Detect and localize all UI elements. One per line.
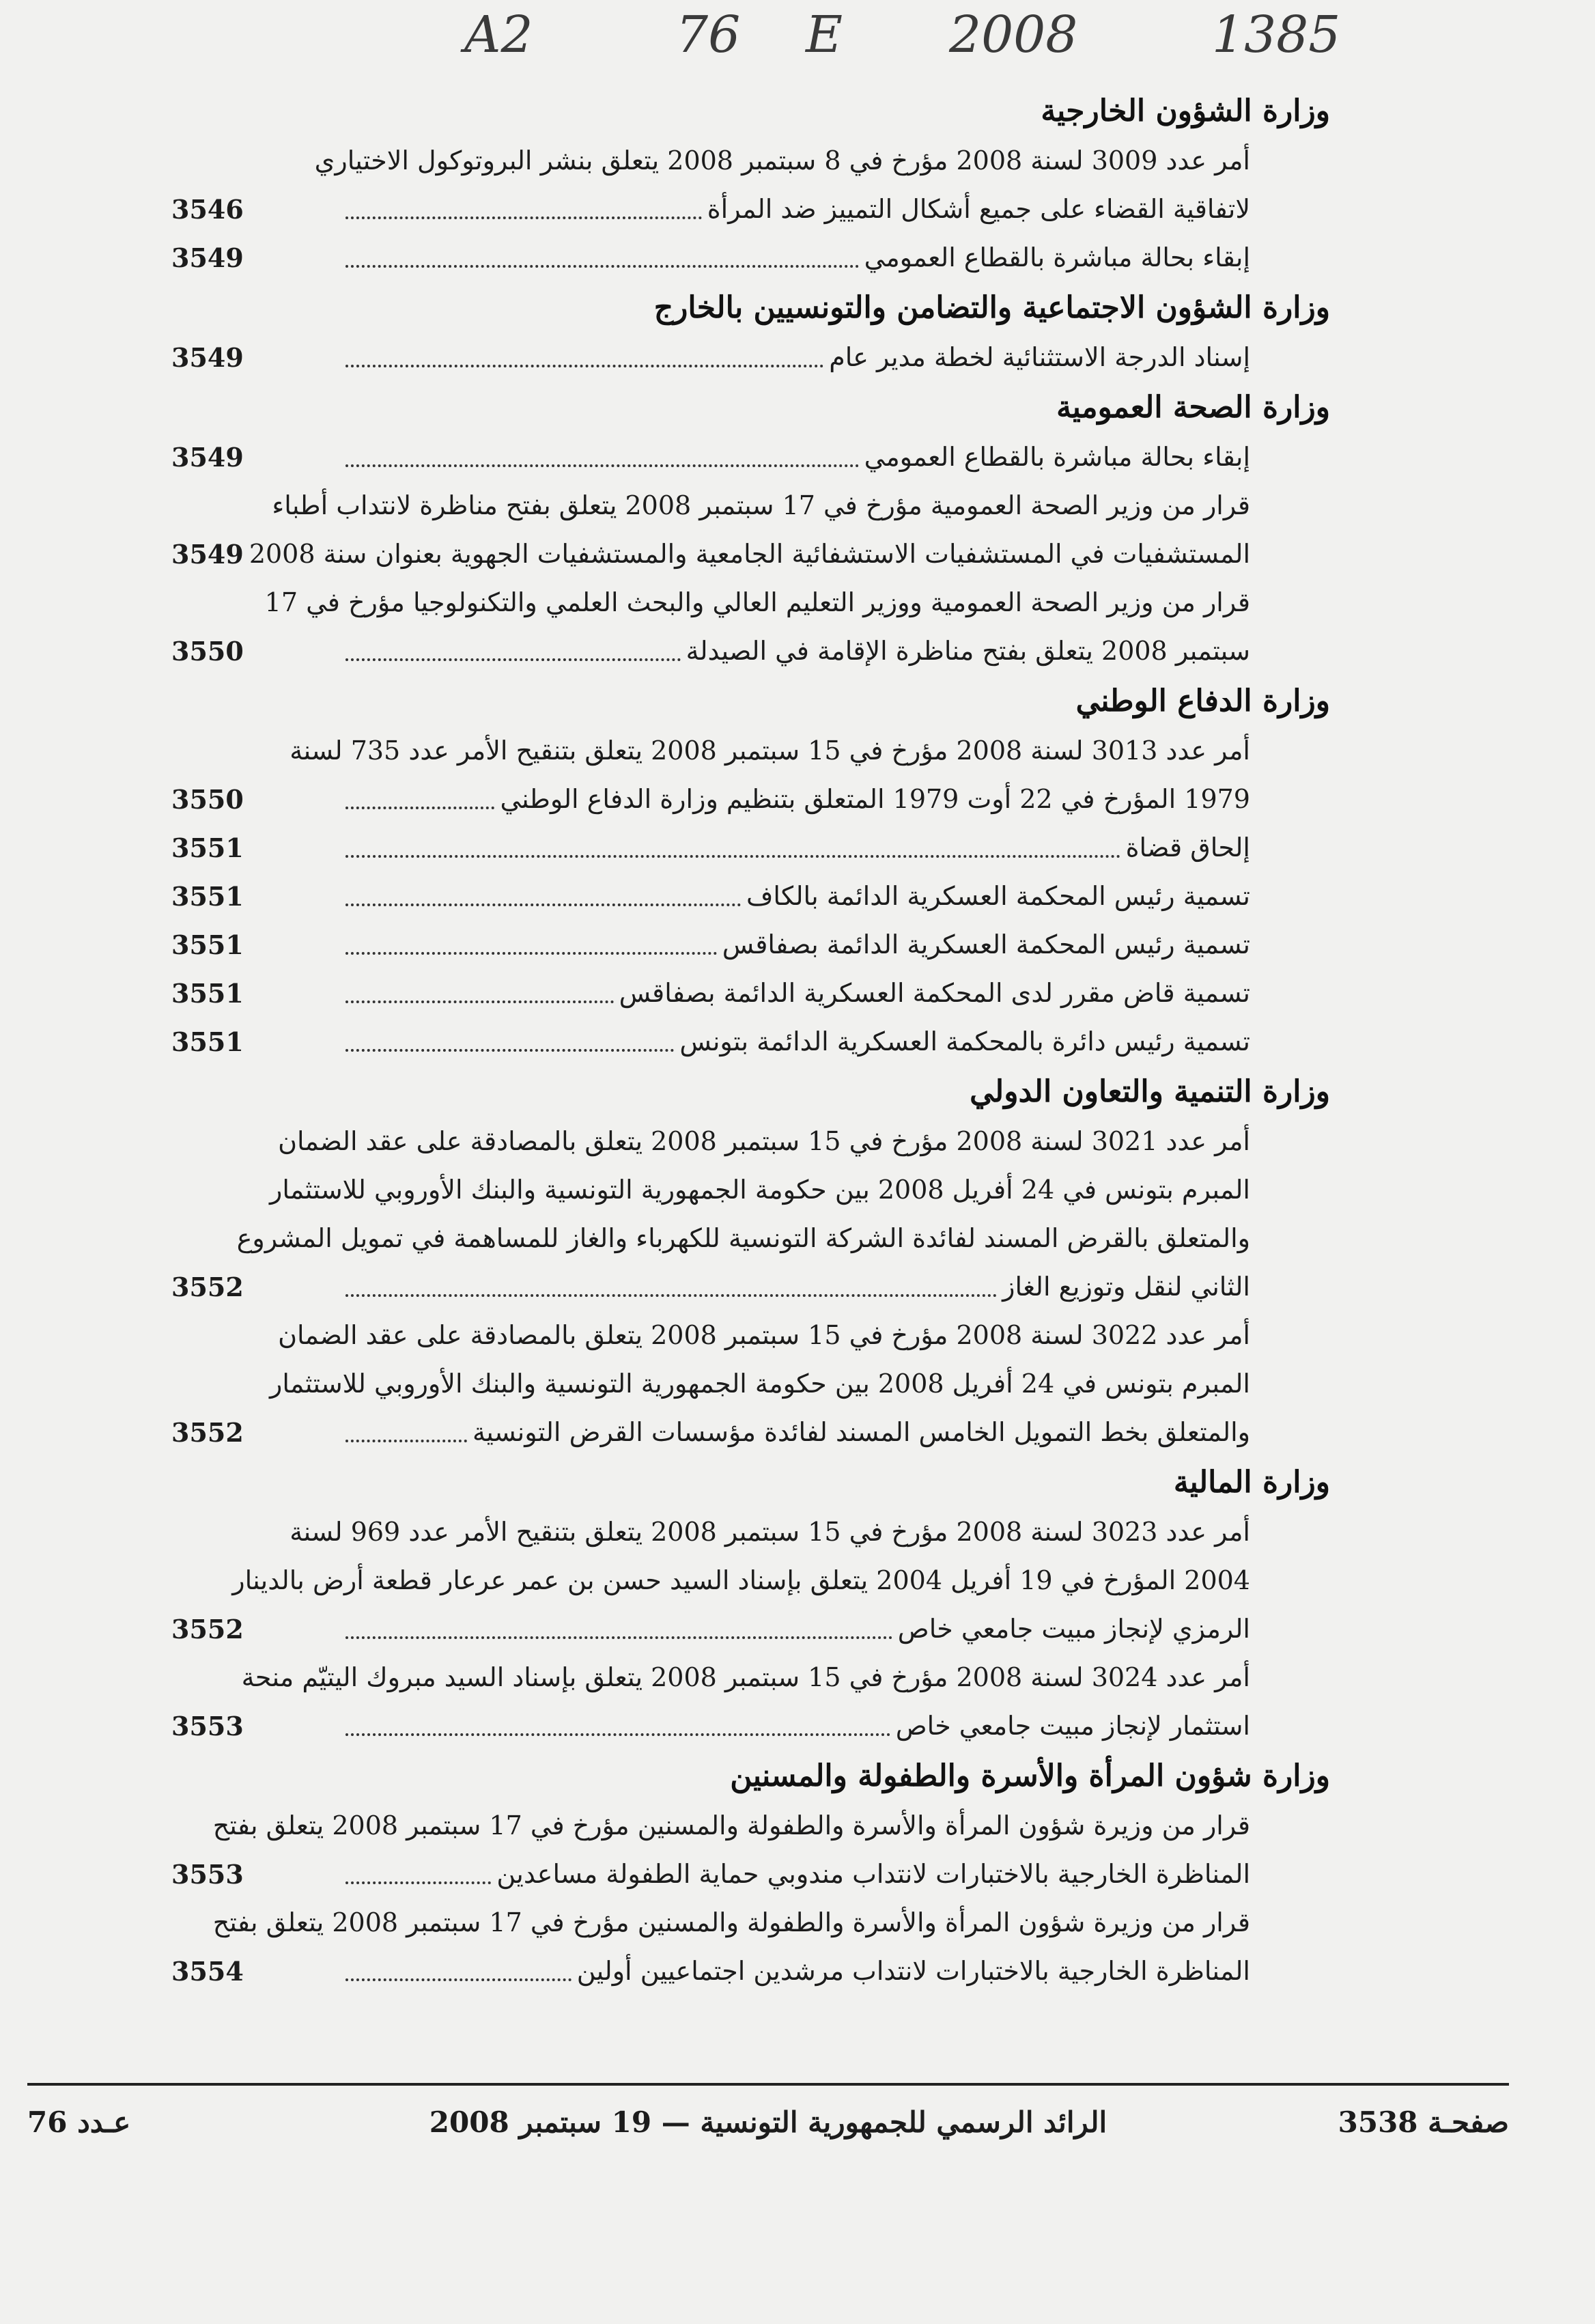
entry-text: تسمية رئيس دائرة بالمحكمة العسكرية الدائمة بتونس (679, 1026, 1250, 1056)
entry-text: سبتمبر 2008 يتعلق بفتح مناظرة الإقامة في الصيدلة (686, 636, 1250, 666)
entry-page-number: 3550 (171, 784, 244, 815)
dot-leader (345, 1733, 890, 1736)
handwritten-annotation (410, 5, 1434, 81)
ministry-heading: وزارة الشؤون الخارجية (1041, 94, 1330, 128)
ministry-heading: وزارة المالية (1173, 1465, 1330, 1500)
dot-leader (345, 855, 1120, 858)
entry-text: إبقاء بحالة مباشرة بالقطاع العمومي (864, 442, 1250, 472)
entry-text: إلحاق قضاة (1125, 832, 1250, 863)
entry-last-line (345, 333, 1250, 382)
handwritten-year: 2008 (949, 5, 1078, 64)
entry-page-number: 3552 (171, 1272, 244, 1302)
ministry-section (0, 382, 1595, 675)
entry-page-number: 3551 (171, 978, 244, 1009)
ministry-section (0, 1750, 1595, 1996)
entry-last-line (345, 1018, 1250, 1066)
page-footer (27, 2102, 1509, 2157)
dot-leader (345, 1881, 491, 1884)
ministry-section (0, 1066, 1595, 1457)
entry-text: إسناد الدرجة الاستثنائية لخطة مدير عام (829, 342, 1250, 372)
toc-entry (171, 969, 1250, 1018)
dot-leader (345, 1440, 467, 1442)
entry-last-line (345, 185, 1250, 234)
ministry-heading: وزارة الدفاع الوطني (1075, 684, 1330, 718)
ministry-section (0, 675, 1595, 1066)
entry-page-number: 3552 (171, 1614, 244, 1644)
footer-divider (27, 2083, 1509, 2086)
dot-leader (345, 265, 859, 268)
entry-text: 2004 المؤرخ في 19 أفريل 2004 يتعلق بإسناد السيد حسن بن عمر عرعار قطعة أرض بالدينار (232, 1565, 1250, 1595)
toc-entry (171, 1653, 1250, 1750)
dot-leader (345, 1978, 571, 1981)
entry-last-line (345, 1263, 1250, 1311)
entry-page-number: 3553 (171, 1711, 244, 1741)
entry-text: لاتفاقية القضاء على جميع أشكال التمييز ضد المرأة (707, 194, 1250, 224)
dot-leader (345, 1049, 674, 1052)
toc-entry (171, 824, 1250, 872)
toc-entry (171, 234, 1250, 282)
entry-last-line (345, 1947, 1250, 1996)
table-of-contents (0, 85, 1595, 1996)
handwritten-letter: E (806, 5, 843, 64)
ministry-heading: وزارة الصحة العمومية (1056, 390, 1330, 425)
toc-entry (171, 1802, 1250, 1899)
dot-leader (345, 952, 717, 955)
entry-last-line (345, 627, 1250, 675)
entry-last-line (345, 824, 1250, 872)
toc-entry (171, 1311, 1250, 1457)
entry-page-number: 3552 (171, 1417, 244, 1448)
entry-text: تسمية رئيس المحكمة العسكرية الدائمة بصفاقس (722, 929, 1250, 960)
entry-page-number: 3551 (171, 881, 244, 912)
entry-page-number: 3551 (171, 832, 244, 863)
ministry-heading: وزارة التنمية والتعاون الدولي (970, 1074, 1330, 1109)
entry-page-number: 3554 (171, 1956, 244, 1987)
footer-publication: الرائد الرسمي للجمهورية التونسية — 19 سبتمبر 2008 (429, 2105, 1107, 2139)
toc-entry (171, 481, 1250, 578)
entry-last-line (345, 1702, 1250, 1750)
entry-text: أمر عدد 3022 لسنة 2008 مؤرخ في 15 سبتمبر 2008 يتعلق بالمصادقة على عقد الضمان (278, 1320, 1250, 1350)
entry-page-number: 3549 (171, 342, 244, 373)
toc-entry (171, 727, 1250, 824)
toc-entry (171, 433, 1250, 481)
handwritten-number: 1385 (1212, 5, 1341, 64)
entry-last-line (345, 1605, 1250, 1653)
entry-text: المبرم بتونس في 24 أفريل 2008 بين حكومة الجمهورية التونسية والبنك الأوروبي للاستثمار (269, 1369, 1250, 1399)
entry-text: استثمار لإنجاز مبيت جامعي خاص (895, 1711, 1250, 1741)
toc-entry (171, 1899, 1250, 1996)
entry-text: أمر عدد 3021 لسنة 2008 مؤرخ في 15 سبتمبر 2008 يتعلق بالمصادقة على عقد الضمان (278, 1126, 1250, 1156)
toc-entry (171, 921, 1250, 969)
entry-text: 1979 المؤرخ في 22 أوت 1979 المتعلق بتنظيم وزارة الدفاع الوطني (500, 784, 1250, 814)
ministry-heading: وزارة الشؤون الاجتماعية والتضامن والتونسيين بالخارج (653, 290, 1330, 325)
entry-last-line (249, 530, 1250, 578)
dot-leader (345, 365, 823, 367)
entry-last-line (345, 872, 1250, 921)
entry-text: الثاني لنقل وتوزيع الغاز (1002, 1272, 1250, 1302)
dot-leader (345, 904, 741, 906)
entry-text: قرار من وزير الصحة العمومية ووزير التعليم العالي والبحث العلمي والتكنولوجيا مؤرخ في 17 (264, 587, 1250, 617)
entry-page-number: 3549 (171, 539, 244, 570)
dot-leader (345, 464, 859, 467)
entry-text: المبرم بتونس في 24 أفريل 2008 بين حكومة الجمهورية التونسية والبنك الأوروبي للاستثمار (269, 1175, 1250, 1205)
entry-last-line (345, 921, 1250, 969)
dot-leader (345, 658, 681, 661)
ministry-section (0, 85, 1595, 282)
entry-last-line (345, 1408, 1250, 1457)
entry-text: تسمية رئيس المحكمة العسكرية الدائمة بالكاف (746, 881, 1250, 911)
ministry-heading: وزارة شؤون المرأة والأسرة والطفولة والمسنين (730, 1759, 1330, 1793)
entry-page-number: 3550 (171, 636, 244, 667)
toc-entry (171, 578, 1250, 675)
toc-entry (171, 1508, 1250, 1653)
entry-text: قرار من وزيرة شؤون المرأة والأسرة والطفولة والمسنين مؤرخ في 17 سبتمبر 2008 يتعلق بفتح (212, 1810, 1250, 1840)
entry-text: المناظرة الخارجية بالاختبارات لانتداب مندوبي حماية الطفولة مساعدين (496, 1859, 1250, 1889)
entry-page-number: 3551 (171, 1026, 244, 1057)
dot-leader (345, 807, 494, 809)
entry-page-number: 3546 (171, 194, 244, 225)
entry-text: إبقاء بحالة مباشرة بالقطاع العمومي (864, 242, 1250, 272)
dot-leader (345, 1000, 614, 1003)
dot-leader (345, 1636, 892, 1639)
entry-text: والمتعلق بخط التمويل الخامس المسند لفائدة مؤسسات القرض التونسية (472, 1417, 1250, 1447)
handwritten-code: A2 (464, 5, 533, 64)
entry-text: تسمية قاض مقرر لدى المحكمة العسكرية الدائمة بصفاقس (619, 978, 1250, 1008)
entry-text: أمر عدد 3024 لسنة 2008 مؤرخ في 15 سبتمبر 2008 يتعلق بإسناد السيد مبروك اليتيّم منحة (241, 1662, 1250, 1692)
entry-page-number: 3549 (171, 442, 244, 473)
entry-text: الرمزي لإنجاز مبيت جامعي خاص (897, 1614, 1250, 1644)
toc-entry (171, 333, 1250, 382)
dot-leader (345, 1294, 997, 1297)
toc-entry (171, 1117, 1250, 1311)
entry-last-line (345, 1850, 1250, 1899)
entry-text: المستشفيات في المستشفيات الاستشفائية الجامعية والمستشفيات الجهوية بعنوان سنة 2008 (249, 539, 1250, 569)
ministry-section (0, 282, 1595, 382)
entry-last-line (345, 775, 1250, 824)
ministry-section (0, 1457, 1595, 1750)
entry-page-number: 3551 (171, 929, 244, 960)
entry-text: والمتعلق بالقرض المسند لفائدة الشركة التونسية للكهرباء والغاز للمساهمة في تمويل المشروع (236, 1223, 1250, 1253)
entry-last-line (345, 234, 1250, 282)
toc-entry (171, 1018, 1250, 1066)
entry-text: قرار من وزيرة شؤون المرأة والأسرة والطفولة والمسنين مؤرخ في 17 سبتمبر 2008 يتعلق بفتح (212, 1907, 1250, 1937)
entry-last-line (345, 969, 1250, 1018)
handwritten-issue: 76 (676, 5, 741, 64)
dot-leader (345, 216, 702, 219)
entry-text: المناظرة الخارجية بالاختبارات لانتداب مرشدين اجتماعيين أولين (576, 1956, 1250, 1986)
entry-page-number: 3549 (171, 242, 244, 273)
entry-text: أمر عدد 3023 لسنة 2008 مؤرخ في 15 سبتمبر 2008 يتعلق بتنقيح الأمر عدد 969 لسنة (290, 1517, 1250, 1547)
entry-last-line (345, 433, 1250, 481)
footer-issue-number: عـدد 76 (27, 2105, 131, 2139)
entry-text: أمر عدد 3013 لسنة 2008 مؤرخ في 15 سبتمبر 2008 يتعلق بتنقيح الأمر عدد 735 لسنة (290, 736, 1250, 766)
entry-page-number: 3553 (171, 1859, 244, 1890)
entry-text: أمر عدد 3009 لسنة 2008 مؤرخ في 8 سبتمبر 2008 يتعلق بنشر البروتوكول الاختياري (314, 145, 1250, 176)
toc-entry (171, 872, 1250, 921)
toc-entry (171, 137, 1250, 234)
footer-page-number: صفحـة 3538 (1338, 2105, 1509, 2139)
entry-text: قرار من وزير الصحة العمومية مؤرخ في 17 سبتمبر 2008 يتعلق بفتح مناظرة لانتداب أطباء (272, 490, 1250, 520)
